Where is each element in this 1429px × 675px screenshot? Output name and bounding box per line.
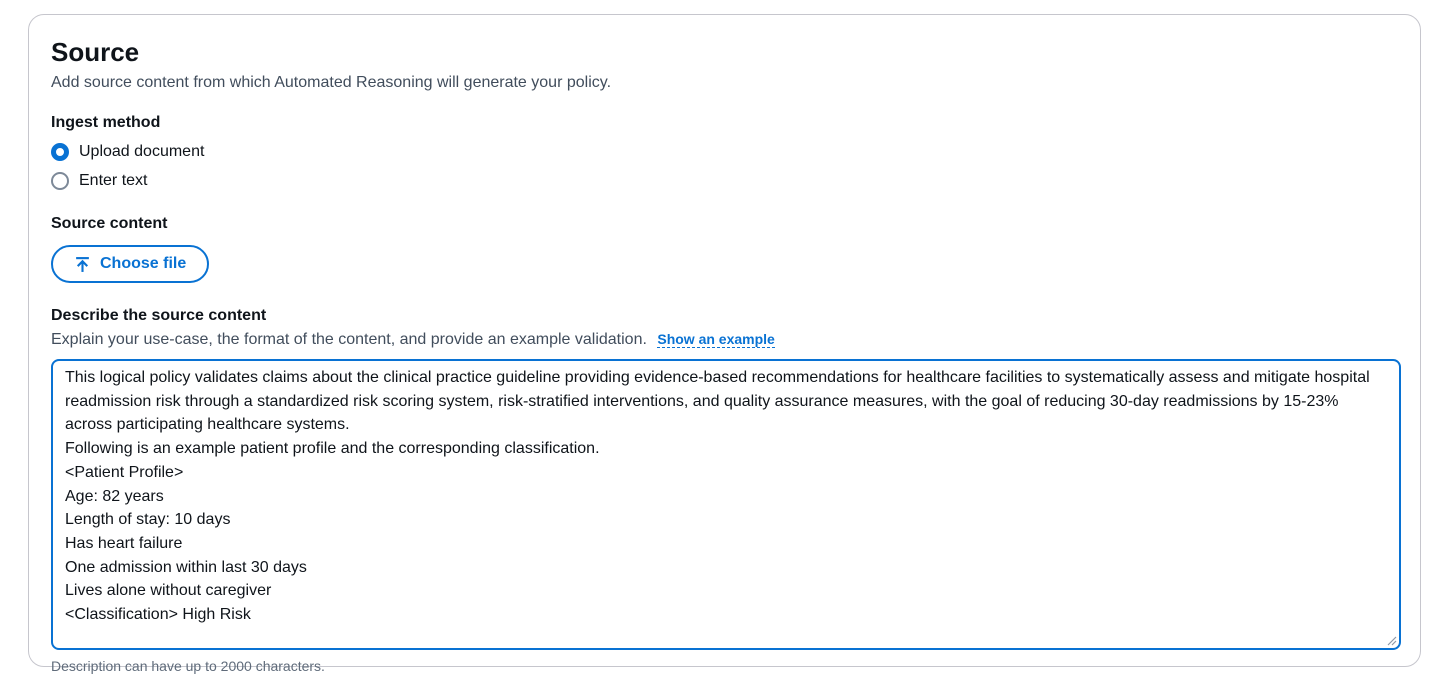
radio-button-unchecked-icon[interactable] [51, 172, 69, 190]
ingest-method-label: Ingest method [51, 114, 161, 131]
ingest-method-field [51, 113, 1399, 191]
page-title: Source [51, 37, 140, 67]
describe-hint-text: Explain your use-case, the format of the content, and provide an example validation. [51, 331, 647, 348]
description-textarea-wrap [51, 359, 1401, 650]
radio-option-enter-text[interactable] [51, 171, 1399, 191]
source-content-field [51, 214, 1399, 283]
choose-file-button[interactable] [51, 245, 209, 283]
description-textarea[interactable] [51, 359, 1401, 650]
describe-source-label: Describe the source content [51, 307, 267, 324]
describe-hint-row [51, 329, 1399, 350]
constraint-text: Description can have up to 2000 characters. [51, 658, 325, 674]
source-content-label: Source content [51, 215, 168, 232]
radio-button-checked-icon[interactable] [51, 143, 69, 161]
describe-source-field [51, 306, 1399, 675]
radio-option-upload-document[interactable] [51, 142, 1399, 162]
panel-description: Add source content from which Automated Reasoning will generate your policy. [51, 74, 612, 91]
radio-label-upload-document: Upload document [79, 143, 205, 160]
radio-label-enter-text: Enter text [79, 172, 148, 189]
source-panel [28, 14, 1421, 674]
show-example-link[interactable]: Show an example [657, 331, 775, 347]
upload-icon [74, 256, 91, 273]
choose-file-label: Choose file [100, 255, 187, 272]
